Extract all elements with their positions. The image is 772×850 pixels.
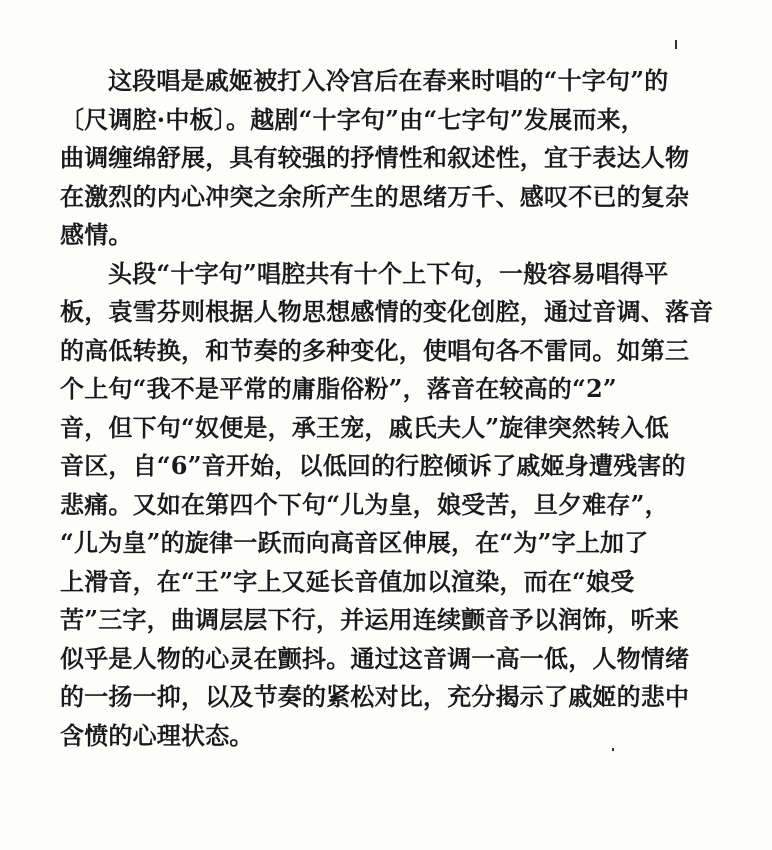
text-line: 音区，自“6”音开始，以低回的行腔倾诉了戚姬身遭残害的 xyxy=(60,451,686,480)
text-line: 板，袁雪芬则根据人物思想感情的变化创腔，通过音调、落音 xyxy=(60,297,714,326)
scan-speck xyxy=(675,40,677,49)
paragraph-2 xyxy=(60,255,720,756)
text-line: 个上句“我不是平常的庸脂俗粉”，落音在较高的“2” xyxy=(60,374,617,403)
text-line: 感情。 xyxy=(60,220,133,249)
text-line: 上滑音，在“王”字上又延长音值加以渲染，而在“娘受 xyxy=(60,566,635,596)
text-line: 头段“十字句”唱腔共有十个上下句，一般容易唱得平 xyxy=(108,258,669,288)
text-line: 曲调缠绵舒展，具有较强的抒情性和叙述性，宜于表达人物 xyxy=(60,143,690,172)
text-line: 的高低转换，和节奏的多种变化，使唱句各不雷同。如第三 xyxy=(60,335,690,365)
text-line: 这段唱是戚姬被打入冷宫后在春来时唱的“十字句”的 xyxy=(108,66,669,95)
text-line: 音，但下句“奴便是，承王宠，戚氏夫人”旋律突然转入低 xyxy=(60,412,669,442)
scan-speck xyxy=(612,748,614,751)
text-line: 在激烈的内心冲突之余所产生的思绪万千、感叹不已的复杂 xyxy=(60,181,690,211)
text-line: “儿为皇”的旋律一跃而向高音区伸展，在“为”字上加了 xyxy=(60,528,649,557)
text-line: 似乎是人物的心灵在颤抖。通过这音调一高一低，人物情绪 xyxy=(60,643,690,673)
paragraph-1 xyxy=(60,62,720,255)
text-line: 含愤的心理状态。 xyxy=(60,720,254,750)
body-text xyxy=(60,62,720,755)
text-line: 的一扬一抑，以及节奏的紧松对比，充分揭示了戚姬的悲中 xyxy=(60,682,690,711)
text-line: 苦”三字，曲调层层下行，并运用连续颤音予以润饰，听来 xyxy=(60,605,680,634)
text-line: 悲痛。又如在第四个下句“儿为皇，娘受苦，旦夕难存”， xyxy=(60,489,669,519)
text-line: 〔尺调腔·中板〕。越剧“十字句”由“七字句”发展而来， xyxy=(60,104,645,134)
